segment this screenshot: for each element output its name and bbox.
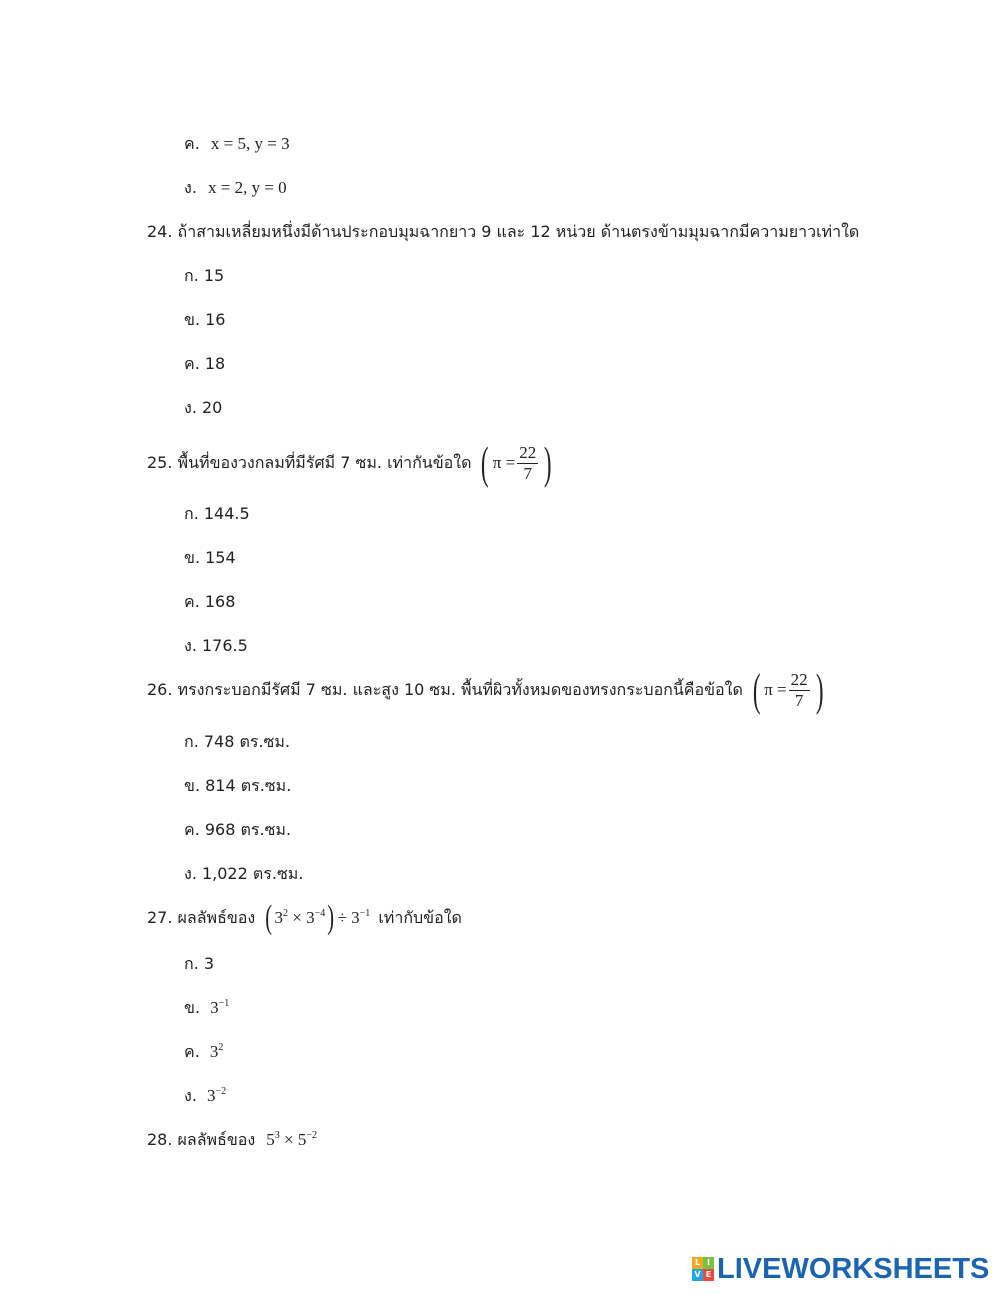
- option-27b: ข. $3^{-1}$: [184, 998, 230, 1017]
- question-26: 26. ทรงกระบอกมีรัศมี 7 ซม. และสูง 10 ซม. พื้นที่ผิวทั้งหมดของทรงกระบอกนี้คือข้อใด ( π = $\frac{22}{7}$ ): [147, 667, 827, 713]
- option-27d: ง. $3^{-2}$: [184, 1086, 227, 1105]
- option-25b: ข. 154: [184, 548, 236, 567]
- pi-fraction: ( π = $\frac{22}{7}$ ): [481, 437, 552, 488]
- option-25c: ค. 168: [184, 592, 236, 611]
- option-24d: ง. 20: [184, 398, 223, 417]
- q27-expression: ( $3^2 \times 3^{-4}$ ) ÷ $3^{-1}$: [265, 899, 371, 936]
- question-24: 24. ถ้าสามเหลี่ยมหนึ่งมีด้านประกอบมุมฉากยาว 9 และ 12 หน่วย ด้านตรงข้ามมุมฉากมีความยาวเท่าใด: [147, 222, 860, 241]
- option-26a: ก. 748 ตร.ซม.: [184, 732, 291, 751]
- question-28: 28. ผลลัพธ์ของ $5^3 \times 5^{-2}$: [147, 1130, 318, 1149]
- option-26b: ข. 814 ตร.ซม.: [184, 776, 292, 795]
- option-23d-expression: x = 2, y = 0: [208, 178, 287, 197]
- q28-expression: $5^3 \times 5^{-2}$: [266, 1130, 318, 1149]
- option-23d: ง. x = 2, y = 0: [184, 178, 287, 197]
- option-23c: ค. x = 5, y = 3: [184, 134, 290, 153]
- pi-fraction: ( π = $\frac{22}{7}$ ): [752, 664, 824, 715]
- liveworksheets-wordmark: LIVEWORKSHEETS: [717, 1253, 990, 1285]
- question-25: 25. พื้นที่ของวงกลมที่มีรัศมี 7 ซม. เท่ากันข้อใด ( π = $\frac{22}{7}$ ): [147, 440, 556, 486]
- option-26c: ค. 968 ตร.ซม.: [184, 820, 292, 839]
- option-25d: ง. 176.5: [184, 636, 248, 655]
- option-23c-expression: x = 5, y = 3: [210, 134, 290, 153]
- option-27c: ค. $3^2$: [184, 1042, 224, 1061]
- option-27a: ก. 3: [184, 954, 215, 973]
- option-24b: ข. 16: [184, 310, 226, 329]
- option-25a: ก. 144.5: [184, 504, 250, 523]
- question-27: 27. ผลลัพธ์ของ ( $3^2 \times 3^{-4}$ ) ÷ $3^{-1}$ เท่ากับข้อใด: [147, 899, 462, 936]
- option-24a: ก. 15: [184, 266, 225, 285]
- liveworksheets-logo: [692, 1255, 989, 1283]
- option-26d: ง. 1,022 ตร.ซม.: [184, 864, 304, 883]
- liveworksheets-logo-mark: L I V E: [692, 1257, 714, 1281]
- option-24c: ค. 18: [184, 354, 226, 373]
